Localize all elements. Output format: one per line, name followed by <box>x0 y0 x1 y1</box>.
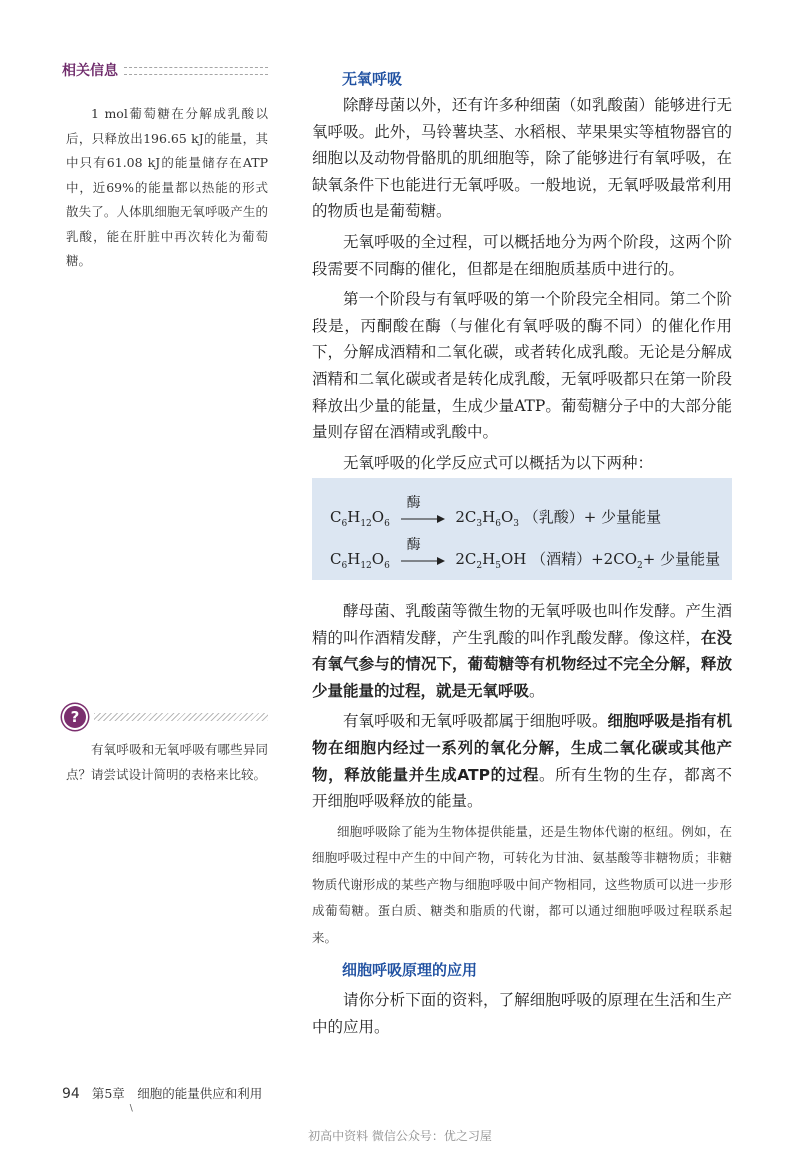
reaction-formula-box <box>312 478 732 580</box>
paragraph-5-text: 酵母菌、乳酸菌等微生物的无氧呼吸也叫作发酵。产生酒精的叫作酒精发酵，产生乳酸的叫作乳酸发酵。像这样， <box>312 602 732 647</box>
anaerobic-definition: 在没有氧气参与的情况下，葡萄糖等有机物经过不完全分解，释放少量能量的过程，就是无氧呼吸 <box>312 628 732 700</box>
paragraph-6-end: 。所有生物的生存，都离不开细胞呼吸释放的能量。 <box>312 765 732 811</box>
question-divider <box>94 713 268 721</box>
section-title-application: 细胞呼吸原理的应用 <box>342 961 478 980</box>
question-icon: ? <box>64 706 86 728</box>
section-title-anaerobic: 无氧呼吸 <box>342 70 403 88</box>
related-info-sidebar <box>62 60 268 274</box>
cell-respiration-definition: 细胞呼吸是指有机物在细胞内经过一系列的氧化分解，生成二氧化碳或其他产物，释放能量并生成ATP的过程 <box>312 712 732 784</box>
related-info-title: 相关信息 <box>62 63 118 79</box>
application-paragraph: 请你分析下面的资料，了解细胞呼吸的原理在生活和生产中的应用。 <box>312 991 732 1036</box>
alcohol-equation: $C_6H_{12}O_6$ 酶 $2C_2H_5OH$ （酒精）$+2CO_2+$ 少量能量 <box>330 548 720 571</box>
paragraph-6 <box>312 708 732 814</box>
arrow-icon <box>401 556 445 566</box>
related-info-text: 1 mol葡萄糖在分解成乳酸以后，只释放出196.65 kJ的能量，其中只有61.08 kJ的能量储存在ATP中，近69%的能量都以热能的形式散失了。人体肌细胞无氧呼吸产生的乳酸，能在肝脏中再次转化为葡萄糖。 <box>66 106 268 268</box>
main-column-top <box>312 66 732 480</box>
eq2-energy: + 少量能量 <box>642 550 721 568</box>
question-text: 有氧呼吸和无氧呼吸有哪些异同点？请尝试设计简明的表格来比较。 <box>66 742 268 782</box>
paragraph-5 <box>312 598 732 704</box>
chapter-title: 第5章 细胞的能量供应和利用 <box>91 1086 263 1101</box>
question-header <box>62 706 268 728</box>
paragraph-6-text: 有氧呼吸和无氧呼吸都属于细胞呼吸。 <box>343 712 608 731</box>
related-info-header <box>62 60 268 80</box>
enzyme-label: 酶 <box>406 537 421 553</box>
lactic-acid-equation: $C_6H_{12}O_6$ 酶 $2C_3H_6O_3$ （乳酸）+ 少量能量 <box>330 506 661 529</box>
page-footer <box>62 1084 262 1102</box>
reaction-arrow <box>401 537 445 567</box>
paragraph-5-end: 。 <box>529 681 545 700</box>
main-column-bottom <box>312 598 732 1044</box>
paragraph-3: 第一个阶段与有氧呼吸的第一个阶段完全相同。第二个阶段是，丙酮酸在酶（与催化有氧呼吸的酶不同）的催化作用下，分解成酒精和二氧化碳，或者转化成乳酸。无论是分解成酒精和二氧化碳或者是转化成乳酸，无氧呼吸都只在第一阶段释放出少量的能量，生成少量ATP。葡萄糖分子中的大部分能量则存留在酒精或乳酸中。 <box>312 290 732 442</box>
page-number: 94 <box>62 1086 80 1102</box>
metabolism-note: 细胞呼吸除了能为生物体提供能量，还是生物体代谢的枢纽。例如，在细胞呼吸过程中产生的中间产物，可转化为甘油、氨基酸等非糖物质；非糖物质代谢形成的某些产物与细胞呼吸中间产物相同，这些物质可以进一步形成葡萄糖。蛋白质、糖类和脂质的代谢，都可以通过细胞呼吸过程联系起来。 <box>312 823 732 945</box>
scan-mark: ∖ <box>128 1104 134 1114</box>
paragraph-2: 无氧呼吸的全过程，可以概括地分为两个阶段，这两个阶段需要不同酶的催化，但都是在细胞质基质中进行的。 <box>312 232 732 278</box>
paragraph-4: 无氧呼吸的化学反应式可以概括为以下两种： <box>343 453 654 472</box>
paragraph-1: 除酵母菌以外，还有许多种细菌（如乳酸菌）能够进行无氧呼吸。此外，马铃薯块茎、水稻根、苹果果实等植物器官的细胞以及动物骨骼肌的肌细胞等，除了能够进行有氧呼吸，在缺氧条件下也能进行无氧呼吸。一般地说，无氧呼吸最常利用的物质也是葡萄糖。 <box>312 96 732 221</box>
enzyme-label: 酶 <box>406 495 421 511</box>
reaction-arrow <box>401 495 445 525</box>
eq1-products: （乳酸）+ 少量能量 <box>523 508 662 526</box>
header-divider <box>124 67 268 75</box>
arrow-icon <box>401 514 445 524</box>
watermark: 初高中资料 微信公众号：优之习屋 <box>308 1129 492 1143</box>
eq2-products: （酒精）+2CO <box>531 550 637 568</box>
